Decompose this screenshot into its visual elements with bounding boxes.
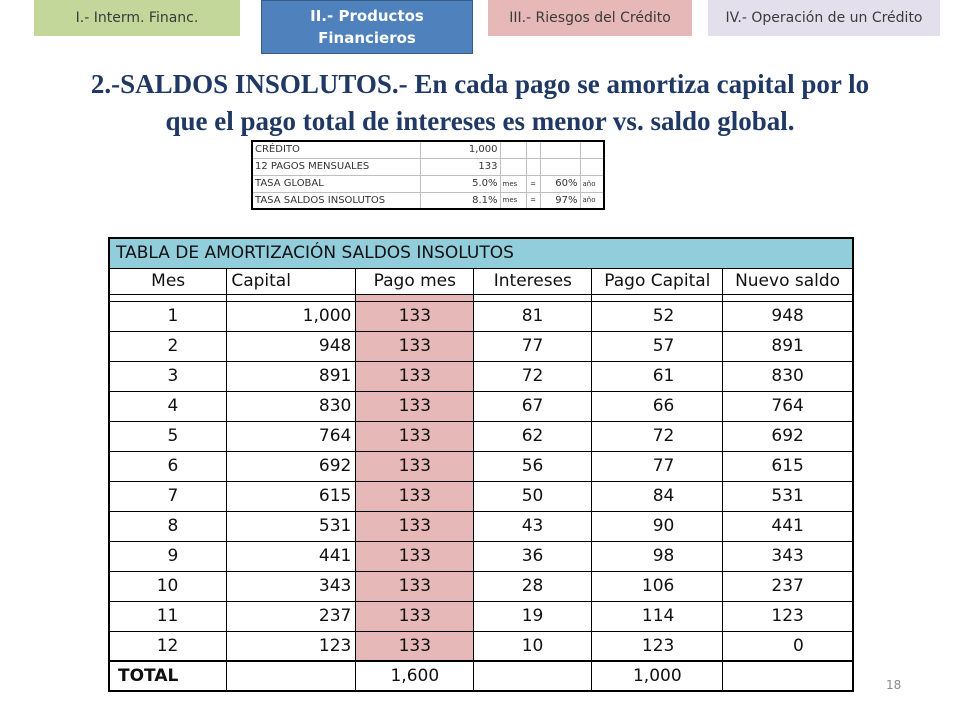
col-pago-mes-cell: 133 [356, 601, 474, 631]
col-nuevo-saldo-cell: 123 [723, 601, 853, 631]
col-mes-cell: 1 [109, 301, 227, 331]
col-capital-cell: 343 [227, 571, 356, 601]
summary-label: 12 PAGOS MENSUALES [252, 158, 420, 175]
col-nuevo-saldo-cell: 441 [723, 511, 853, 541]
col-capital-cell: 123 [227, 631, 356, 661]
col-pago-capital-header: Pago Capital [592, 268, 723, 294]
summary-equals [526, 158, 540, 175]
col-capital-cell: 830 [227, 391, 356, 421]
col-mes-cell: 12 [109, 631, 227, 661]
col-nuevo-saldo-cell: 531 [723, 481, 853, 511]
col-pago-mes-cell: 133 [356, 391, 474, 421]
summary-row [252, 141, 604, 158]
col-mes-cell: 2 [109, 331, 227, 361]
col-intereses-cell: 67 [474, 391, 592, 421]
col-intereses-cell: 81 [474, 301, 592, 331]
col-intereses-cell: 50 [474, 481, 592, 511]
page-number: 18 [886, 678, 902, 692]
col-capital-cell: 764 [227, 421, 356, 451]
summary-unit-month: mes [500, 175, 526, 192]
summary-value: 1,000 [420, 141, 500, 158]
col-intereses-cell: 28 [474, 571, 592, 601]
col-nuevo-saldo-cell: 764 [723, 391, 853, 421]
title-line-1: 2.-SALDOS INSOLUTOS.- En cada pago se amortiza capital por lo [90, 69, 870, 99]
tab-operacion-credito[interactable]: IV.- Operación de un Crédito [708, 0, 940, 36]
col-capital-cell: 441 [227, 541, 356, 571]
col-capital-cell: 948 [227, 331, 356, 361]
col-capital-cell: 531 [227, 511, 356, 541]
tab-interm-financ[interactable]: I.- Interm. Financ. [34, 0, 240, 36]
col-intereses-cell: 72 [474, 361, 592, 391]
page-title [0, 66, 960, 140]
summary-unit-year [580, 141, 604, 158]
col-mes-cell: 7 [109, 481, 227, 511]
total-pago-capital: 1,000 [592, 661, 723, 691]
col-pago-capital-cell: 84 [592, 481, 723, 511]
col-pago-capital-cell: 77 [592, 451, 723, 481]
summary-equals [526, 141, 540, 158]
col-nuevo-saldo-cell: 615 [723, 451, 853, 481]
summary-unit-month: mes [500, 192, 526, 209]
table-row [109, 391, 853, 421]
col-pago-mes-cell: 133 [356, 481, 474, 511]
table-row [109, 541, 853, 571]
col-mes-header: Mes [109, 268, 227, 294]
total-nuevo-saldo-cell [723, 661, 853, 691]
col-pago-capital-cell: 123 [592, 631, 723, 661]
amortization-title-row [109, 238, 853, 268]
col-mes-cell: 4 [109, 391, 227, 421]
col-capital-cell: 692 [227, 451, 356, 481]
col-capital-cell: 1,000 [227, 301, 356, 331]
total-row [109, 661, 853, 691]
summary-value: 5.0% [420, 175, 500, 192]
tab-productos-financieros[interactable]: II.- Productos Financieros [261, 0, 473, 54]
col-nuevo-saldo-cell: 948 [723, 301, 853, 331]
col-pago-capital-cell: 98 [592, 541, 723, 571]
col-mes-cell: 9 [109, 541, 227, 571]
summary-equals: = [526, 175, 540, 192]
col-intereses-cell: 77 [474, 331, 592, 361]
column-header-row [109, 268, 853, 294]
col-mes-cell: 5 [109, 421, 227, 451]
col-pago-mes-cell: 133 [356, 421, 474, 451]
col-pago-mes-cell: 133 [356, 301, 474, 331]
col-intereses-cell: 62 [474, 421, 592, 451]
col-intereses-cell: 19 [474, 601, 592, 631]
col-capital-cell: 237 [227, 601, 356, 631]
total-label: TOTAL [109, 661, 227, 691]
col-nuevo-saldo-cell: 237 [723, 571, 853, 601]
col-nuevo-saldo-cell: 692 [723, 421, 853, 451]
title-line-2: que el pago total de intereses es menor vs. saldo global. [165, 106, 795, 136]
summary-unit-year [580, 158, 604, 175]
col-nuevo-saldo-cell: 891 [723, 331, 853, 361]
total-pago-mes: 1,600 [356, 661, 474, 691]
col-mes-cell: 3 [109, 361, 227, 391]
tab-riesgos-credito[interactable]: III.- Riesgos del Crédito [488, 0, 692, 36]
col-capital-header: Capital [227, 268, 356, 294]
col-intereses-cell: 10 [474, 631, 592, 661]
summary-label: TASA GLOBAL [252, 175, 420, 192]
summary-row [252, 192, 604, 209]
col-pago-mes-cell: 133 [356, 451, 474, 481]
summary-annual [540, 141, 580, 158]
col-pago-capital-cell: 90 [592, 511, 723, 541]
col-nuevo-saldo-cell: 0 [723, 631, 853, 661]
summary-unit-year: año [580, 192, 604, 209]
col-intereses-cell: 56 [474, 451, 592, 481]
summary-unit-year: año [580, 175, 604, 192]
summary-annual: 97% [540, 192, 580, 209]
spacer-row [109, 294, 853, 301]
summary-table [251, 140, 605, 210]
summary-annual [540, 158, 580, 175]
col-mes-cell: 6 [109, 451, 227, 481]
col-nuevo-saldo-header: Nuevo saldo [723, 268, 853, 294]
table-row [109, 631, 853, 661]
summary-unit-month [500, 141, 526, 158]
summary-equals: = [526, 192, 540, 209]
summary-unit-month [500, 158, 526, 175]
col-pago-mes-cell: 133 [356, 511, 474, 541]
col-pago-capital-cell: 106 [592, 571, 723, 601]
col-pago-mes-cell: 133 [356, 361, 474, 391]
table-row [109, 571, 853, 601]
col-mes-cell: 11 [109, 601, 227, 631]
summary-value: 133 [420, 158, 500, 175]
col-pago-mes-cell: 133 [356, 571, 474, 601]
col-intereses-cell: 36 [474, 541, 592, 571]
table-row [109, 601, 853, 631]
col-pago-capital-cell: 57 [592, 331, 723, 361]
table-row [109, 511, 853, 541]
table-row [109, 361, 853, 391]
col-intereses-cell: 43 [474, 511, 592, 541]
col-nuevo-saldo-cell: 343 [723, 541, 853, 571]
total-intereses-cell [474, 661, 592, 691]
col-pago-mes-cell: 133 [356, 631, 474, 661]
amortization-title: TABLA DE AMORTIZACIÓN SALDOS INSOLUTOS [109, 238, 853, 268]
col-intereses-header: Intereses [474, 268, 592, 294]
col-pago-mes-header: Pago mes [356, 268, 474, 294]
summary-label: CRÉDITO [252, 141, 420, 158]
summary-annual: 60% [540, 175, 580, 192]
col-nuevo-saldo-cell: 830 [723, 361, 853, 391]
col-capital-cell: 615 [227, 481, 356, 511]
col-pago-mes-cell: 133 [356, 331, 474, 361]
col-mes-cell: 8 [109, 511, 227, 541]
table-row [109, 481, 853, 511]
col-pago-capital-cell: 52 [592, 301, 723, 331]
total-capital-cell [227, 661, 356, 691]
col-pago-capital-cell: 72 [592, 421, 723, 451]
table-row [109, 301, 853, 331]
table-row [109, 331, 853, 361]
col-pago-capital-cell: 66 [592, 391, 723, 421]
table-row [109, 451, 853, 481]
col-pago-capital-cell: 114 [592, 601, 723, 631]
summary-row [252, 175, 604, 192]
table-row [109, 421, 853, 451]
col-pago-mes-cell: 133 [356, 541, 474, 571]
summary-row [252, 158, 604, 175]
amortization-table [108, 237, 854, 692]
summary-label: TASA SALDOS INSOLUTOS [252, 192, 420, 209]
summary-value: 8.1% [420, 192, 500, 209]
col-capital-cell: 891 [227, 361, 356, 391]
col-mes-cell: 10 [109, 571, 227, 601]
col-pago-capital-cell: 61 [592, 361, 723, 391]
